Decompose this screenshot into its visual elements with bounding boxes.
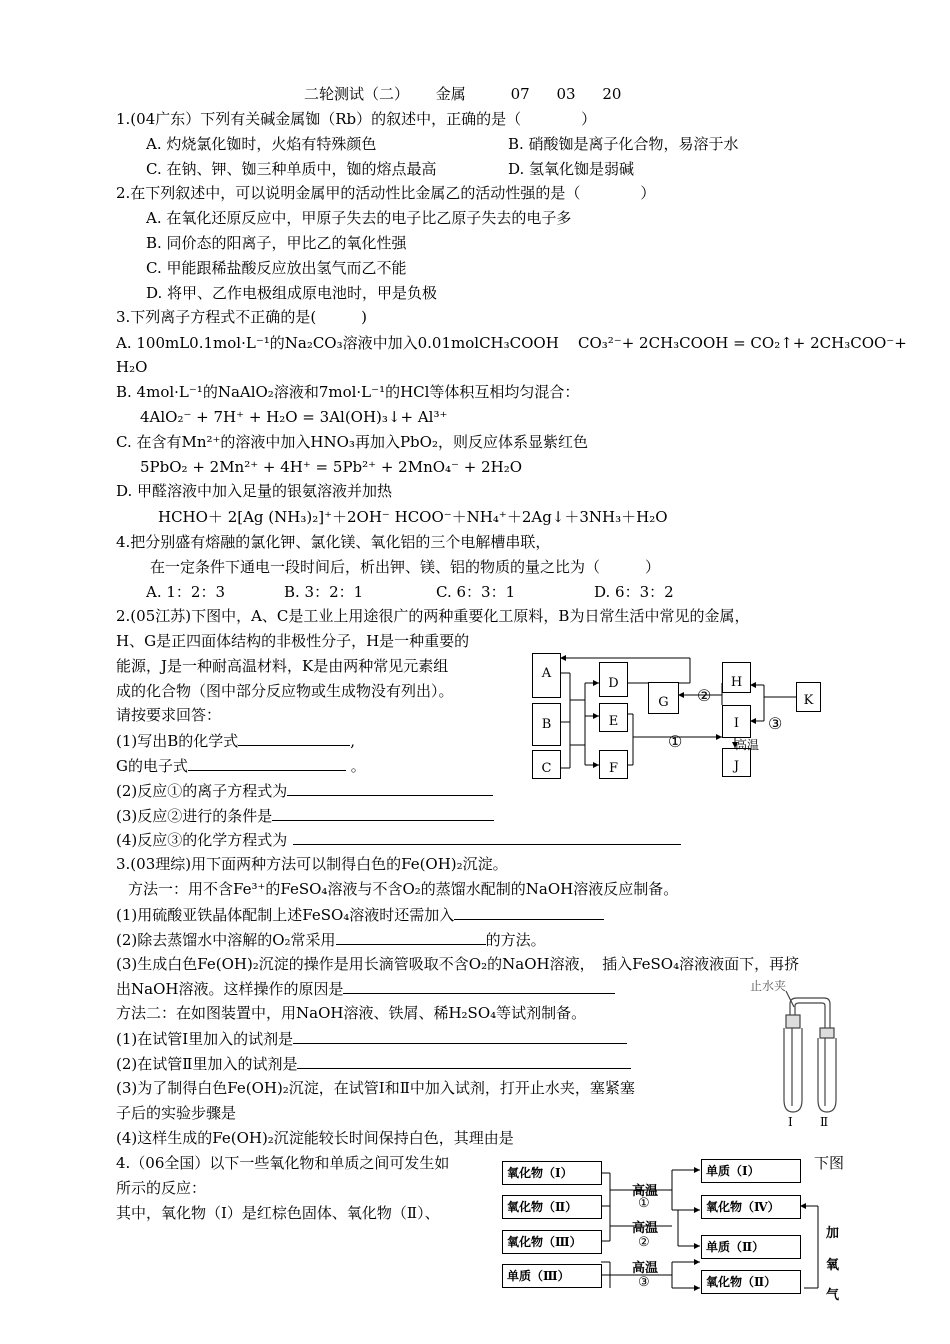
q5-part1-comma: ,	[350, 732, 356, 750]
node-k: K	[796, 682, 821, 712]
q1-option-c: C. 在钠、钾、铷三种单质中，铷的熔点最高	[146, 160, 437, 178]
mark-3: ③	[638, 1275, 650, 1290]
q5-part4-label: (4)反应③的化学方程式为	[116, 831, 288, 849]
reaction-mark-3: ③	[768, 714, 783, 733]
q5-line4: 成的化合物（图中部分反应物或生成物没有列出）。	[116, 682, 454, 700]
q1-option-b: B. 硝酸铷是离子化合物，易溶于水	[508, 135, 739, 153]
q6-part2-suffix: 的方法。	[485, 931, 546, 949]
q6-q2-label: (2)在试管Ⅱ里加入的试剂是	[116, 1055, 298, 1073]
mark-1: ①	[638, 1196, 650, 1211]
node-b: B	[532, 703, 561, 746]
node-d: D	[599, 662, 628, 697]
q3-a-equation: CO₃²⁻+ 2CH₃COOH = CO₂↑+ 2CH₃COO⁻+	[578, 334, 907, 352]
q2-option-d: D. 将甲、乙作电极组成原电池时，甲是负极	[146, 284, 438, 302]
q5-line1: 2.(05江苏)下图中，A、C是工业上用途很广的两种重要化工原料，B为日常生活中常见的金属，	[116, 607, 750, 625]
tube-2-label: Ⅱ	[820, 1115, 829, 1129]
clamp-label: 止水夹	[750, 979, 787, 993]
q6-part2-label: (2)除去蒸馏水中溶解的O₂常采用	[116, 931, 336, 949]
box-element-1: 单质（Ⅰ）	[701, 1159, 801, 1183]
q7-line2: 所示的反应：	[116, 1179, 207, 1197]
q6-method1: 方法一：用不含Fe³⁺的FeSO₄溶液与不含O₂的蒸馏水配制的NaOH溶液反应制备。	[128, 880, 679, 898]
q4-option-c: C. 6：3：1	[436, 583, 516, 601]
q2-option-c: C. 甲能跟稀盐酸反应放出氢气而乙不能	[146, 259, 407, 277]
q7-line1: 4.（06全国）以下一些氧化物和单质之间可发生如	[116, 1154, 450, 1172]
box-oxide-1: 氧化物（Ⅰ）	[502, 1161, 602, 1185]
q3-b-equation: 4AlO₂⁻ + 7H⁺ + H₂O = 3Al(OH)₃↓+ Al³⁺	[140, 408, 448, 426]
side-label-2: 氧	[826, 1258, 840, 1273]
box-element-2: 单质（Ⅱ）	[701, 1235, 801, 1259]
q6-part3b-label: 出NaOH溶液。这样操作的原因是	[116, 980, 344, 998]
q3-d-equation: HCHO＋ 2[Ag (NH₃)₂]⁺＋2OH⁻ HCOO⁻＋NH₄⁺＋2Ag↓＋3NH₃＋H₂O	[158, 508, 668, 526]
tube-1-label: Ⅰ	[788, 1115, 793, 1129]
q4-stem-2: 在一定条件下通电一段时间后，析出钾、镁、铝的物质的量之比为（ ）	[150, 558, 661, 576]
q1-stem: 1.(04广东）下列有关碱金属铷（Rb）的叙述中，正确的是（ ）	[116, 110, 597, 128]
node-a: A	[532, 653, 561, 698]
q2-stem: 2.在下列叙述中，可以说明金属甲的活动性比金属乙的活动性强的是（ ）	[116, 184, 656, 202]
reaction-mark-1: ①	[668, 732, 683, 751]
box-oxide-3: 氧化物（Ⅲ）	[502, 1230, 602, 1254]
q4-option-a: A. 1：2：3	[146, 583, 225, 601]
q3-stem: 3.下列离子方程式不正确的是( )	[116, 308, 368, 326]
q3-a-equation-cont: H₂O	[116, 358, 148, 376]
q1-option-d: D. 氢氧化铷是弱碱	[508, 160, 635, 178]
box-oxide-2-right: 氧化物（Ⅱ）	[701, 1270, 801, 1294]
node-g: G	[648, 682, 679, 714]
q5-part1-period: 。	[350, 757, 366, 775]
q5-part1-g-label: G的电子式	[116, 757, 188, 775]
q3-b-text: B. 4mol·L⁻¹的NaAlO₂溶液和7mol·L⁻¹的HCl等体积互相均匀混合：	[116, 383, 580, 401]
date-dd: 20	[602, 85, 622, 103]
q4-stem: 4.把分别盛有熔融的氯化钾、氯化镁、氧化铝的三个电解槽串联，	[116, 533, 551, 551]
box-oxide-4: 氧化物（Ⅳ）	[701, 1195, 801, 1219]
q5-part2-label: (2)反应①的离子方程式为	[116, 782, 288, 800]
high-temp-label: 高温	[735, 738, 760, 752]
node-e: E	[599, 703, 628, 732]
q3-d-text: D. 甲醛溶液中加入足量的银氨溶液并加热	[116, 482, 393, 500]
cond-high-temp-3: 高温	[632, 1261, 659, 1276]
q4-option-d: D. 6：3：2	[594, 583, 674, 601]
q4-option-b: B. 3：2：1	[284, 583, 364, 601]
q6-q1-label: (1)在试管Ⅰ里加入的试剂是	[116, 1030, 294, 1048]
q1-option-a: A. 灼烧氯化铷时，火焰有特殊颜色	[146, 135, 377, 153]
date-mm: 03	[556, 85, 576, 103]
node-f: F	[599, 750, 628, 779]
q7-line1-tail: 下图	[814, 1154, 845, 1172]
q6-q4: (4)这样生成的Fe(OH)₂沉淀能较长时间保持白色，其理由是	[116, 1129, 514, 1147]
side-label-3: 气	[826, 1288, 840, 1303]
q5-line5: 请按要求回答：	[116, 706, 222, 724]
cond-high-temp-2: 高温	[632, 1221, 659, 1236]
q3-a-text: A. 100mL0.1mol·L⁻¹的Na₂CO₃溶液中加入0.01molCH₃COOH	[116, 334, 559, 352]
mark-2: ②	[638, 1235, 650, 1250]
box-oxide-2: 氧化物（Ⅱ）	[502, 1195, 602, 1219]
q2-option-a: A. 在氧化还原反应中，甲原子失去的电子比乙原子失去的电子多	[146, 209, 572, 227]
date-yy: 07	[510, 85, 530, 103]
q7-line3: 其中，氧化物（Ⅰ）是红棕色固体、氧化物（Ⅱ）、	[116, 1204, 440, 1222]
q6-line1: 3.(03理综)用下面两种方法可以制得白色的Fe(OH)₂沉淀。	[116, 855, 508, 873]
reaction-mark-2: ②	[697, 686, 712, 705]
q6-part3: (3)生成白色Fe(OH)₂沉淀的操作是用长滴管吸取不含O₂的NaOH溶液， 插入FeSO₄溶液液面下，再挤	[116, 955, 800, 973]
q3-c-text: C. 在含有Mn²⁺的溶液中加入HNO₃再加入PbO₂，则反应体系显紫红色	[116, 433, 588, 451]
q6-part1-label: (1)用硫酸亚铁晶体配制上述FeSO₄溶液时还需加入	[116, 906, 455, 924]
q6-q3: (3)为了制得白色Fe(OH)₂沉淀，在试管Ⅰ和Ⅱ中加入试剂，打开止水夹，塞紧塞	[116, 1079, 635, 1097]
q6-q3b: 子后的实验步骤是	[116, 1104, 237, 1122]
subject: 金属	[435, 85, 466, 103]
q5-line3: 能源，J是一种耐高温材料，K是由两种常见元素组	[116, 657, 449, 675]
side-label-1: 加	[826, 1226, 840, 1241]
q3-c-equation: 5PbO₂ + 2Mn²⁺ + 4H⁺ = 5Pb²⁺ + 2MnO₄⁻ + 2H₂O	[140, 458, 523, 476]
page-title: 二轮测试（二）	[304, 85, 410, 103]
node-c: C	[532, 750, 561, 779]
node-j: J	[722, 748, 751, 777]
q5-part1-label: (1)写出B的化学式	[116, 732, 239, 750]
q5-part3-label: (3)反应②进行的条件是	[116, 807, 273, 825]
q2-option-b: B. 同价态的阳离子，甲比乙的氧化性强	[146, 234, 407, 252]
q5-line2: H、G是正四面体结构的非极性分子，H是一种重要的	[116, 632, 470, 650]
box-element-3: 单质（Ⅲ）	[502, 1264, 602, 1288]
node-h: H	[722, 662, 751, 693]
cond-high-temp-1: 高温	[632, 1184, 659, 1199]
q6-method2: 方法二：在如图装置中，用NaOH溶液、铁屑、稀H₂SO₄等试剂制备。	[116, 1004, 587, 1022]
node-i: I	[722, 705, 751, 738]
